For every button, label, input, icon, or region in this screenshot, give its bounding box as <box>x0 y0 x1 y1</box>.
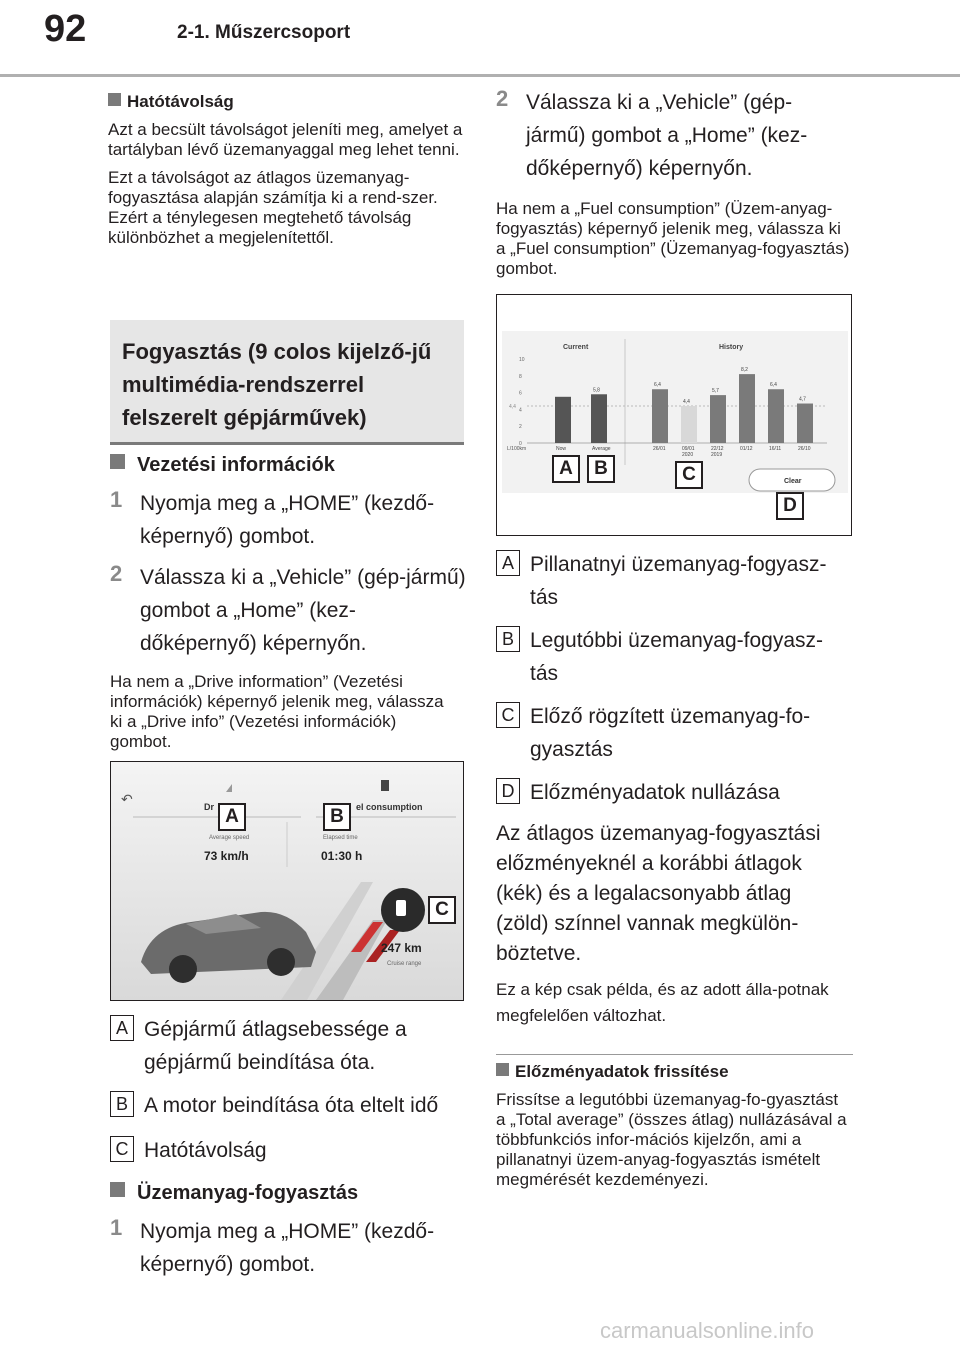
x-tick-label: 2020 <box>682 452 694 458</box>
legend-key: C <box>496 702 520 728</box>
range-heading: Hatótávolság <box>108 92 468 112</box>
avg-speed-label: Average speed <box>209 835 250 841</box>
bar-26/10 <box>797 404 813 443</box>
callout-d: D <box>776 492 804 520</box>
current-label: Current <box>563 344 589 351</box>
bar-22/12 2019 <box>710 395 726 443</box>
bar-value-label: 5,7 <box>712 388 719 395</box>
callout-b: B <box>587 455 615 483</box>
step-text: Válassza ki a „Vehicle” (gép-jármű) gombot a „Home” (kez-dőképernyő) képernyőn. <box>140 566 466 655</box>
bar-Now <box>555 397 571 443</box>
x-tick-label: Now <box>556 446 567 452</box>
x-tick-label: 01/12 <box>740 446 753 452</box>
history-reset-section <box>496 1062 851 1190</box>
bar-Average <box>591 394 607 443</box>
drive-info-screen-illustration <box>110 761 464 1001</box>
elapsed-time-value: 01:30 h <box>321 849 363 863</box>
legend-item-a <box>496 548 856 614</box>
divider <box>496 1054 853 1055</box>
square-bullet-icon <box>110 454 125 469</box>
fuel-pump-icon <box>381 780 389 791</box>
drive-info-heading: Vezetési információk <box>110 454 470 477</box>
x-tick-label: 09/01 <box>682 446 695 452</box>
bar-value-label: 6,4 <box>770 382 777 389</box>
legend-text: Gépjármű átlagsebessége a gépjármű beindítása óta. <box>144 1018 407 1074</box>
legend-key: A <box>110 1015 134 1041</box>
step-number: 1 <box>110 487 123 512</box>
range-paragraph-1: Azt a becsült távolságot jeleníti meg, amelyet a tartályban lévő üzemanyaggal meg lehet tenni. <box>108 120 463 159</box>
callout-c: C <box>675 461 703 489</box>
y-tick-label: 0 <box>519 441 522 447</box>
legend-key: C <box>110 1136 134 1162</box>
fuel-continuation <box>496 86 851 279</box>
bar-09/01 2020 <box>681 406 697 443</box>
legend-text: Előző rögzített üzemanyag-fo-gyasztás <box>530 705 811 761</box>
fuel-section <box>110 1182 470 1281</box>
svg-text:Dr: Dr <box>204 802 215 812</box>
fuel-step-2 <box>496 86 851 185</box>
legend-text: Pillanatnyi üzemanyag-fogyasz-tás <box>530 553 827 609</box>
y-tick-label: 2 <box>519 424 522 431</box>
range-paragraph-2: Ezt a távolságot az átlagos üzemanyag-fogyasztása alapján számítja ki a rend-szer. <box>108 168 438 207</box>
history-label: History <box>719 344 744 351</box>
y-tick-label: 6 <box>519 390 522 397</box>
legend-text: Előzményadatok nullázása <box>530 781 780 804</box>
x-tick-label: 26/10 <box>798 446 811 452</box>
square-bullet-icon <box>110 1182 125 1197</box>
x-tick-label: 22/12 <box>711 446 724 452</box>
back-icon: ↶ <box>121 792 133 808</box>
x-tick-label: 16/11 <box>769 446 782 452</box>
step-number: 2 <box>496 86 509 111</box>
callout-c: C <box>428 896 456 924</box>
fuel-step-1 <box>110 1215 470 1281</box>
legend-item-b <box>110 1089 465 1122</box>
bar-value-label: 5,8 <box>593 387 600 394</box>
x-tick-label: 26/01 <box>653 446 666 452</box>
step-number: 2 <box>110 561 123 586</box>
fuel-heading: Üzemanyag-fogyasztás <box>110 1182 470 1205</box>
fuel-screen-illustration <box>496 294 852 536</box>
legend-text: Hatótávolság <box>144 1139 267 1162</box>
legend-item-d <box>496 776 856 809</box>
clear-button-label: Clear <box>784 478 802 485</box>
drive-info-step-1 <box>110 487 470 553</box>
range-label: Cruise range <box>387 961 422 967</box>
bar-16/11 <box>768 389 784 443</box>
fuel-note: Ha nem a „Fuel consumption” (Üzem-anyag-fogyasztás) képernyő jelenik meg, válassza ki a „Fuel consumption” (Üzemanyag-fogyasztás) gombot. <box>496 199 850 278</box>
y-tick-label: 10 <box>519 357 525 363</box>
bar-01/12 <box>739 374 755 443</box>
unit-label: L/100km <box>507 446 527 452</box>
fuel-legend <box>496 548 856 1029</box>
callout-a: A <box>552 455 580 483</box>
section-title: 2-1. Műszercsoport <box>177 22 351 43</box>
legend-key: B <box>496 626 520 652</box>
y-tick-label: 8 <box>519 373 522 380</box>
x-tick-label: Average <box>592 446 611 452</box>
legend-item-a <box>110 1013 465 1079</box>
legend-text: A motor beindítása óta eltelt idő <box>144 1094 439 1117</box>
history-reset-heading: Előzményadatok frissítése <box>496 1062 851 1082</box>
square-bullet-icon <box>108 93 121 106</box>
drive-info-legend <box>110 1013 465 1167</box>
square-bullet-icon <box>496 1063 509 1076</box>
drive-info-section <box>110 454 470 752</box>
header-rule <box>0 74 960 77</box>
legend-item-b <box>496 624 856 690</box>
history-reset-text: Frissítse a legutóbbi üzemanyag-fo-gyasztást a „Total average” (összes átlag) nullázásával a többfunkciós infor-mációs kijelzőn, ami a pillanatnyi üzem-anyag-fogyasztás ismételt megmérését kezdeményezi. <box>496 1090 847 1189</box>
step-text: Válassza ki a „Vehicle” (gép-jármű) gombot a „Home” (kez-dőképernyő) képernyőn. <box>526 91 808 180</box>
range-value: 247 km <box>381 941 422 955</box>
legend-key: B <box>110 1091 134 1117</box>
bar-26/01 <box>652 389 668 443</box>
drive-info-screen <box>111 762 463 1000</box>
bar-value-label: 6,4 <box>654 382 661 389</box>
consumption-label: el consumption <box>356 802 423 812</box>
range-paragraph-3: Ezért a ténylegesen megtehető távolság különbözhet a megjelenítettől. <box>108 208 412 247</box>
bar-value-label: 4,4 <box>683 399 690 406</box>
drive-info-note: Ha nem a „Drive information” (Vezetési információk) képernyő jelenik meg, válassza ki a „Drive info” (Vezetési információk) gombot. <box>110 672 444 751</box>
avg-speed-value: 73 km/h <box>204 849 249 863</box>
elapsed-time-label: Elapsed time <box>323 835 358 841</box>
legend-item-c <box>496 700 856 766</box>
legend-text: Legutóbbi üzemanyag-fogyasz-tás <box>530 629 824 685</box>
consumption-heading: Fogyasztás (9 colos kijelző-jű multimédia-rendszerrel felszerelt gépjárművek) <box>122 339 432 430</box>
bar-value-label: 8,2 <box>741 367 748 374</box>
legend-key: D <box>496 778 520 804</box>
page-number: 92 <box>44 8 87 50</box>
bar-value-label: 4,7 <box>799 396 806 403</box>
callout-a: A <box>218 803 246 831</box>
consumption-heading-box <box>110 320 464 445</box>
x-tick-label: 2019 <box>711 452 723 458</box>
callout-b: B <box>323 803 351 831</box>
fuel-example-note: Ez a kép csak példa, és az adott álla-potnak megfelelően változhat. <box>496 980 829 1025</box>
step-text: Nyomja meg a „HOME” (kezdő-képernyő) gombot. <box>140 1220 435 1276</box>
step-number: 1 <box>110 1215 123 1240</box>
legend-key: A <box>496 550 520 576</box>
drive-info-step-2 <box>110 561 470 660</box>
legend-item-c <box>110 1134 465 1167</box>
fuel-paragraph: Az átlagos üzemanyag-fogyasztási előzményeknél a korábbi átlagok (kék) és a legalacsonyabb átlag (zöld) színnel vannak megkülön-böztetve. <box>496 822 821 965</box>
range-section <box>108 92 468 248</box>
reference-line-label: 4,4 <box>509 404 516 411</box>
step-text: Nyomja meg a „HOME” (kezdő-képernyő) gombot. <box>140 492 435 548</box>
watermark: carmanualsonline.info <box>600 1318 815 1343</box>
y-tick-label: 4 <box>519 407 522 414</box>
